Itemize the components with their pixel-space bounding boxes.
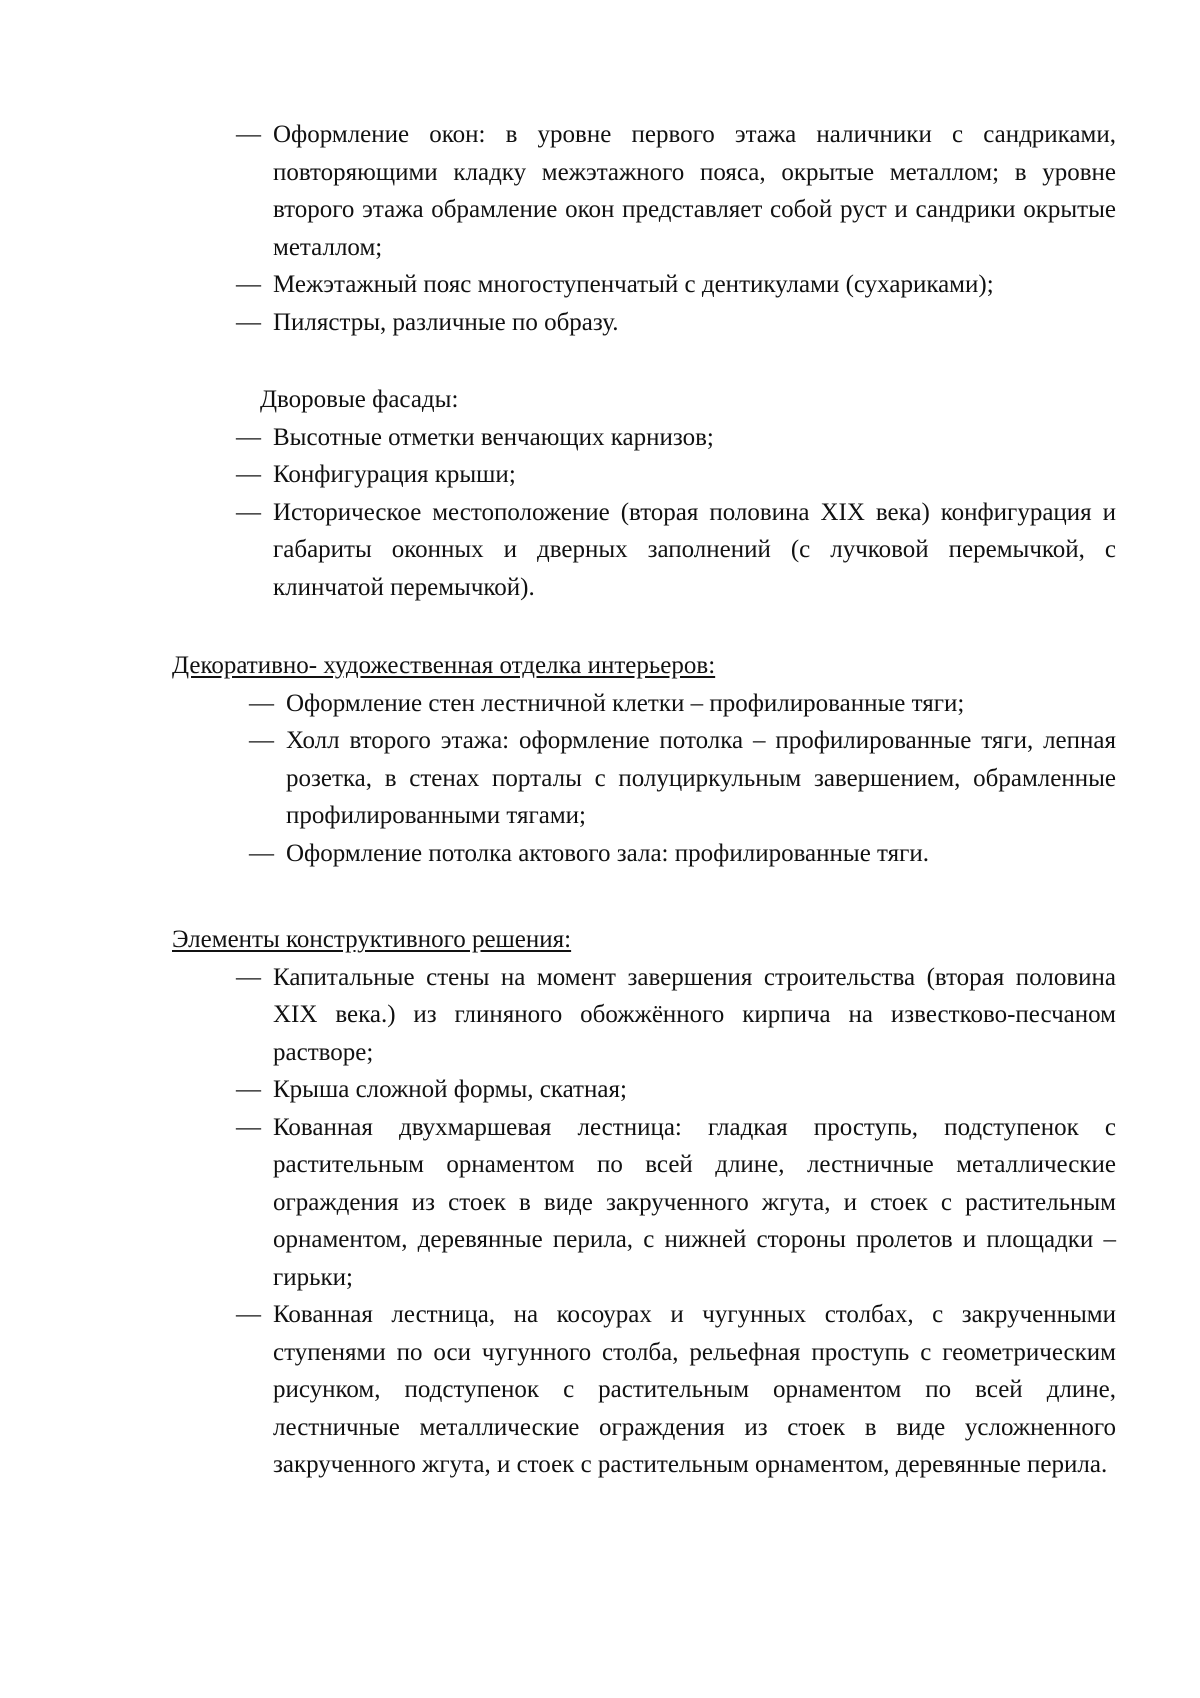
list-dash: —	[236, 423, 261, 451]
section-heading: Декоративно- художественная отделка интерьеров:	[172, 652, 716, 679]
section-heading: Элементы конструктивного решения:	[172, 926, 572, 953]
list-item-text: Историческое местоположение (вторая половина XIX века) конфигурация и габариты оконных и дверных заполнений (с лучковой перемычкой, с клинчатой перемычкой).	[273, 498, 1116, 601]
list-item	[236, 266, 1116, 304]
list-dash: —	[249, 727, 274, 754]
list-dash: —	[236, 498, 261, 526]
list-item	[236, 419, 1116, 457]
list-item-text: Оформление стен лестничной клетки – профилированные тяги;	[286, 689, 965, 717]
list-item-text: Холл второго этажа: оформление потолка – профилированные тяги, лепная розетка, в стенах порталы с полуциркульным завершением, обрамленные профилированными тягами;	[286, 727, 1116, 829]
list-item	[172, 1109, 1116, 1297]
list-item-text: Оформление окон: в уровне первого этажа наличники с сандриками, повторяющими кладку межэтажного пояса, окрытые металлом; в уровне второго этажа обрамление окон представляет собой руст и сандрики окрытые металлом;	[273, 121, 1116, 261]
list-item	[172, 835, 1116, 873]
list-item	[172, 959, 1116, 1072]
list-item	[236, 116, 1116, 266]
list-item-text: Крыша сложной формы, скатная;	[273, 1076, 627, 1103]
main-facade-list	[236, 116, 1116, 341]
structure-section	[172, 921, 1116, 1484]
list-item-text: Оформление потолка актового зала: профилированные тяги.	[286, 839, 930, 867]
list-dash: —	[236, 271, 261, 298]
list-item-text: Кованная лестница, на косоурах и чугунных столбах, с закрученными ступенями по оси чугунного столба, рельефная проступь с геометрическим рисунком, подступенок с растительным орнаментом по всей длине, лестничные металлические ограждения из стоек в виде усложненного закрученного жгута, и стоек с растительным орнаментом, деревянные перила.	[273, 1301, 1116, 1478]
list-item	[236, 304, 1116, 342]
list-dash: —	[236, 308, 261, 336]
list-item	[172, 1071, 1116, 1109]
list-item	[172, 685, 1116, 723]
section-title: Дворовые фасады:	[260, 386, 459, 413]
list-item	[172, 1296, 1116, 1484]
list-item-text: Пилястры, различные по образу.	[273, 308, 619, 336]
list-dash: —	[236, 1076, 261, 1103]
list-item-text: Кованная двухмаршевая лестница: гладкая проступь, подступенок с растительным орнаментом по всей длине, лестничные металлические ограждения из стоек в виде закрученного жгута, и стоек с растительным орнаментом, деревянные перила, с нижней стороны пролетов и площадки – гирьки;	[273, 1113, 1116, 1291]
list-dash: —	[236, 461, 261, 488]
list-dash: —	[236, 1113, 261, 1141]
list-item-text: Конфигурация крыши;	[273, 461, 516, 488]
interior-section	[172, 647, 1116, 872]
list-dash: —	[236, 1301, 261, 1328]
list-item-text: Межэтажный пояс многоступенчатый с дентикулами (сухариками);	[273, 271, 994, 298]
list-item	[172, 722, 1116, 835]
list-dash: —	[249, 689, 274, 717]
list-item-text: Капитальные стены на момент завершения строительства (вторая половина XIX века.) из глиняного обожжённого кирпича на известково-песчаном растворе;	[273, 963, 1116, 1066]
list-item	[236, 456, 1116, 494]
list-dash: —	[236, 963, 261, 991]
courtyard-facades-section	[236, 381, 1116, 606]
list-item-text: Высотные отметки венчающих карнизов;	[273, 423, 714, 451]
list-item	[236, 494, 1116, 607]
list-dash: —	[236, 121, 261, 148]
list-dash: —	[249, 839, 274, 867]
